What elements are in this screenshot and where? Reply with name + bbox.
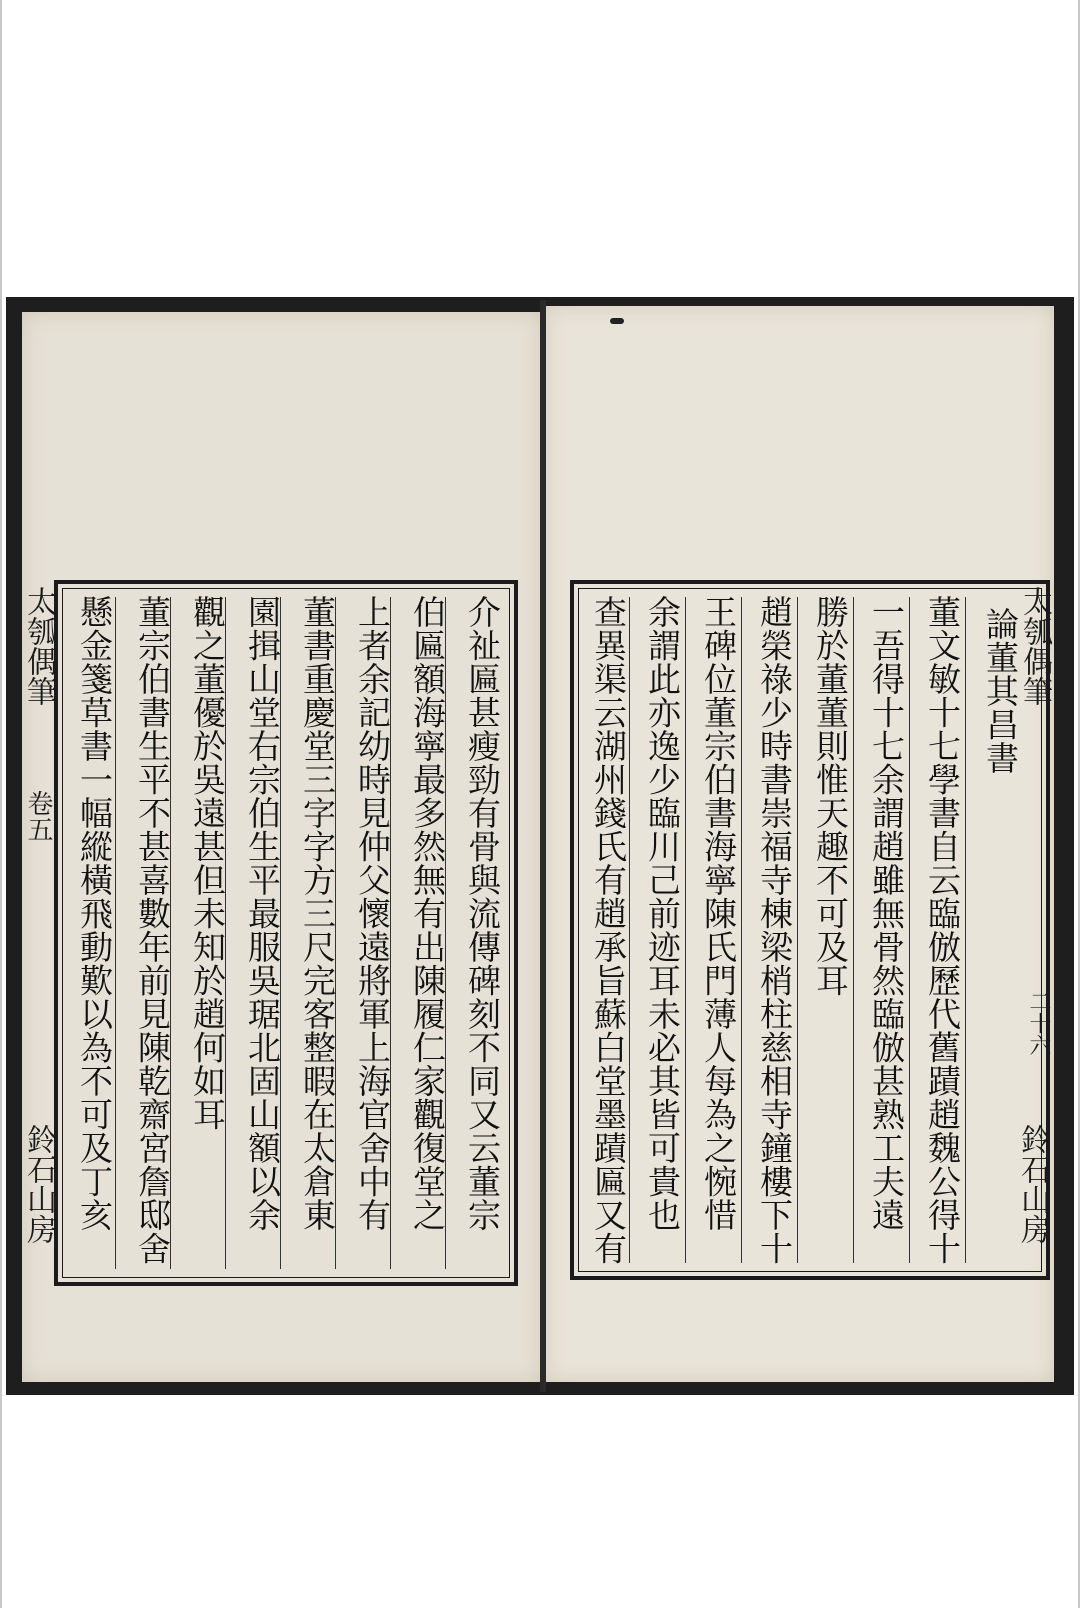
right-col-6: 王碑位董宗伯書海寧陳氏門薄人每為之惋惜 xyxy=(699,595,738,1232)
left-col-2: 伯匾額海寧最多然無有出陳履仁家觀復堂之 xyxy=(408,595,447,1232)
scan-border-left xyxy=(0,0,2,1608)
left-col-1: 介祉匾甚瘦勁有骨與流傳碑刻不同又云董宗 xyxy=(463,595,502,1232)
right-col-1-heading: 論董其昌書 xyxy=(981,607,1020,775)
left-publisher-label: 鈴石山房 xyxy=(21,1124,56,1244)
right-col-8: 查異渠云湖州錢氏有趙承旨蘇白堂墨蹟匾又有 xyxy=(589,595,628,1265)
right-inner-frame xyxy=(578,588,1042,1272)
book-spine xyxy=(540,300,546,1392)
right-col-7: 余謂此亦逸少臨川己前迹耳未必其皆可貴也 xyxy=(643,595,682,1232)
left-margin-title: 太瓠偶筆 xyxy=(21,586,56,706)
left-volume-label: 卷五 xyxy=(23,790,53,842)
right-col-3: 一吾得十七余謂趙雖無骨然臨倣甚熟工夫遠 xyxy=(867,595,906,1232)
right-page-number: 二十六 xyxy=(1026,990,1051,1056)
right-margin-title: 太瓠偶筆 xyxy=(1017,586,1052,706)
left-col-3: 上者余記幼時見仲父懷遠將軍上海官舍中有 xyxy=(353,595,392,1232)
left-col-6: 觀之董優於吳遠甚但未知於趙何如耳 xyxy=(188,595,227,1131)
left-col-4: 董書重慶堂三字字方三尺完客整暇在太倉東 xyxy=(298,595,337,1232)
right-publisher-label: 鈴石山房 xyxy=(1015,1124,1050,1244)
left-col-8: 懸金箋草書一幅縱橫飛動歎以為不可及丁亥 xyxy=(75,595,114,1232)
right-col-4: 勝於董董則惟天趣不可及耳 xyxy=(811,595,850,997)
left-col-5: 園揖山堂右宗伯生平最服吳琚北固山額以余 xyxy=(243,595,282,1232)
left-col-7: 董宗伯書生平不甚喜數年前見陳乾齋宮詹邸舍 xyxy=(133,595,172,1265)
right-text-frame xyxy=(570,580,1050,1280)
left-inner-frame xyxy=(62,588,510,1278)
ink-blot xyxy=(610,318,624,324)
right-col-2: 董文敏十七學書自云臨倣歷代舊蹟趙魏公得十 xyxy=(923,595,962,1265)
right-col-5: 趙榮祿少時書崇福寺棟梁梢柱慈相寺鐘樓下十 xyxy=(755,595,794,1265)
left-text-frame xyxy=(54,580,518,1286)
